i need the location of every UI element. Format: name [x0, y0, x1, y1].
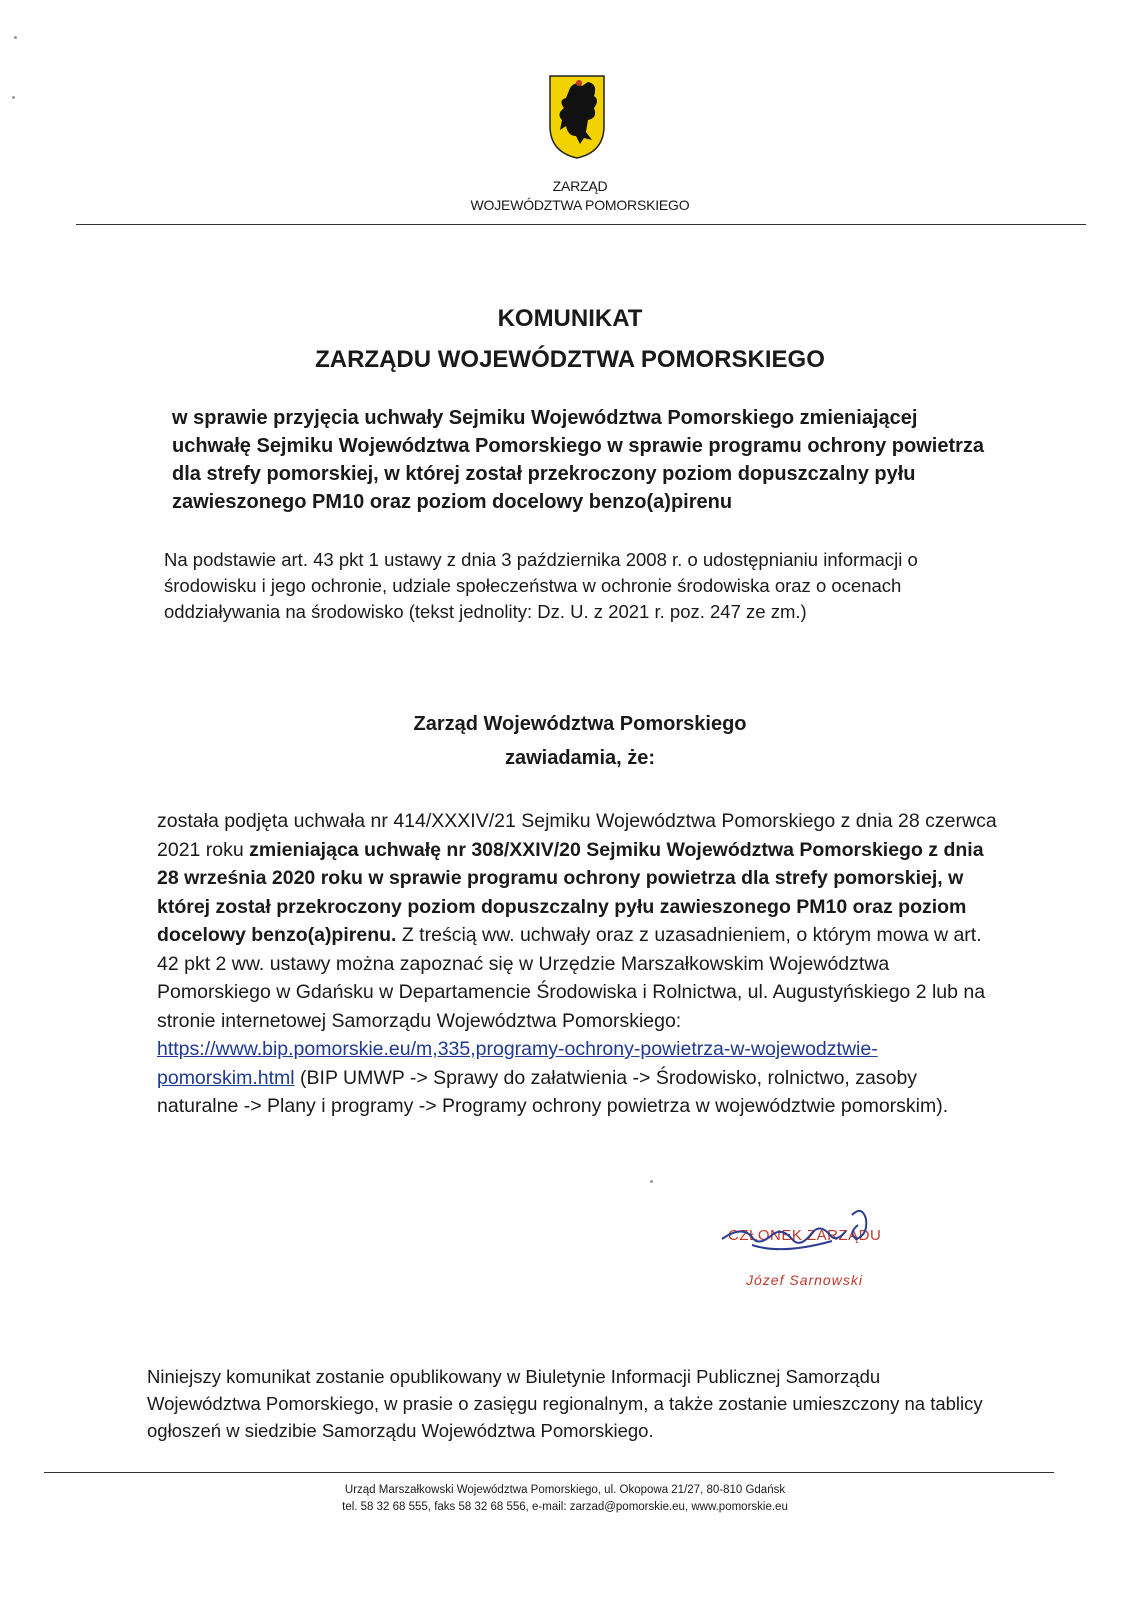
body-paragraph [157, 807, 997, 1121]
org-name-line2: WOJEWÓDZTWA POMORSKIEGO [470, 197, 690, 213]
publication-notice: Niniejszy komunikat zostanie opublikowany w Biuletynie Informacji Publicznej Samorządu Województwa Pomorskiego, w prasie o zasięgu regionalnym, a także zostanie umieszczony na tablicy ogłoszeń w siedzibie Samorządu Województwa Pomorskiego. [147, 1366, 983, 1441]
scan-speck [650, 1180, 653, 1183]
legal-basis-paragraph: Na podstawie art. 43 pkt 1 ustawy z dnia 3 października 2008 r. o udostępnianiu informacji o środowisku i jego ochronie, udziale społeczeństwa w ochronie środowiska oraz o ocenach oddziaływania na środowisko (tekst jednolity: Dz. U. z 2021 r. poz. 247 ze zm.) [164, 549, 918, 622]
subject-paragraph: w sprawie przyjęcia uchwały Sejmiku Województwa Pomorskiego zmieniającej uchwałę Sejmiku Województwa Pomorskiego w sprawie programu ochrony powietrza dla strefy pomorskiej, w której został przekroczony poziom dopuszczalny pyłu zawieszonego PM10 oraz poziom docelowy benzo(a)pirenu [172, 407, 985, 513]
footer-divider [44, 1472, 1054, 1473]
signature-stamp-role: CZŁONEK ZARZĄDU [728, 1227, 882, 1244]
header-divider [76, 224, 1086, 225]
signature-name: Józef Sarnowski [746, 1272, 863, 1288]
page-subtitle: ZARZĄDU WOJEWÓDZTWA POMORSKIEGO [315, 346, 825, 373]
announcer-verb: zawiadamia, że: [504, 747, 656, 769]
footer-address: Urząd Marszałkowski Województwa Pomorskiego, ul. Okopowa 21/27, 80-810 Gdańsk [344, 1484, 786, 1496]
handwritten-signature [712, 1205, 892, 1275]
footer-contact: tel. 58 32 68 555, faks 58 32 68 556, e-mail: zarzad@pomorskie.eu, www.pomorskie.eu [342, 1501, 788, 1513]
griffin-coat-of-arms-icon [548, 74, 606, 160]
scan-speck [14, 36, 17, 39]
bip-link[interactable]: https://www.bip.pomorskie.eu/m,335,programy-ochrony-powietrza-w-wojewodztwie-pomorskim.html [157, 1038, 878, 1089]
body-text-2: Z treścią ww. uchwały oraz z uzasadnieniem, o którym mowa w art. 42 pkt 2 ww. ustawy można zapoznać się w Urzędzie Marszałkowskim Województwa Pomorskiego w Gdańsku w Departamencie Środowiska i Rolnictwa, ul. Augustyńskiego 2 lub na stronie internetowej Samorządu Województwa Pomorskiego: [157, 924, 986, 1032]
body-text-3: (BIP UMWP -> Sprawy do załatwienia -> Środowisko, rolnictwo, zasoby naturalne -> Plany i programy -> Programy ochrony powietrza w województwie pomorskim). [157, 1066, 949, 1117]
page-title: KOMUNIKAT [497, 305, 643, 332]
body-text-bold: zmieniająca uchwałę nr 308/XXIV/20 Sejmiku Województwa Pomorskiego z dnia 28 września 2020 roku w sprawie programu ochrony powietrza dla strefy pomorskiej, w której został przekroczony poziom dopuszczalny pyłu zawieszonego PM10 oraz poziom docelowy benzo(a)pirenu. [157, 838, 984, 946]
scan-speck [12, 96, 15, 99]
body-text-1: została podjęta uchwała nr 414/XXXIV/21 Sejmiku Województwa Pomorskiego z dnia 28 czerwca 2021 roku [157, 810, 997, 861]
announcer-name: Zarząd Województwa Pomorskiego [413, 713, 747, 735]
org-name-line1: ZARZĄD [552, 178, 608, 194]
